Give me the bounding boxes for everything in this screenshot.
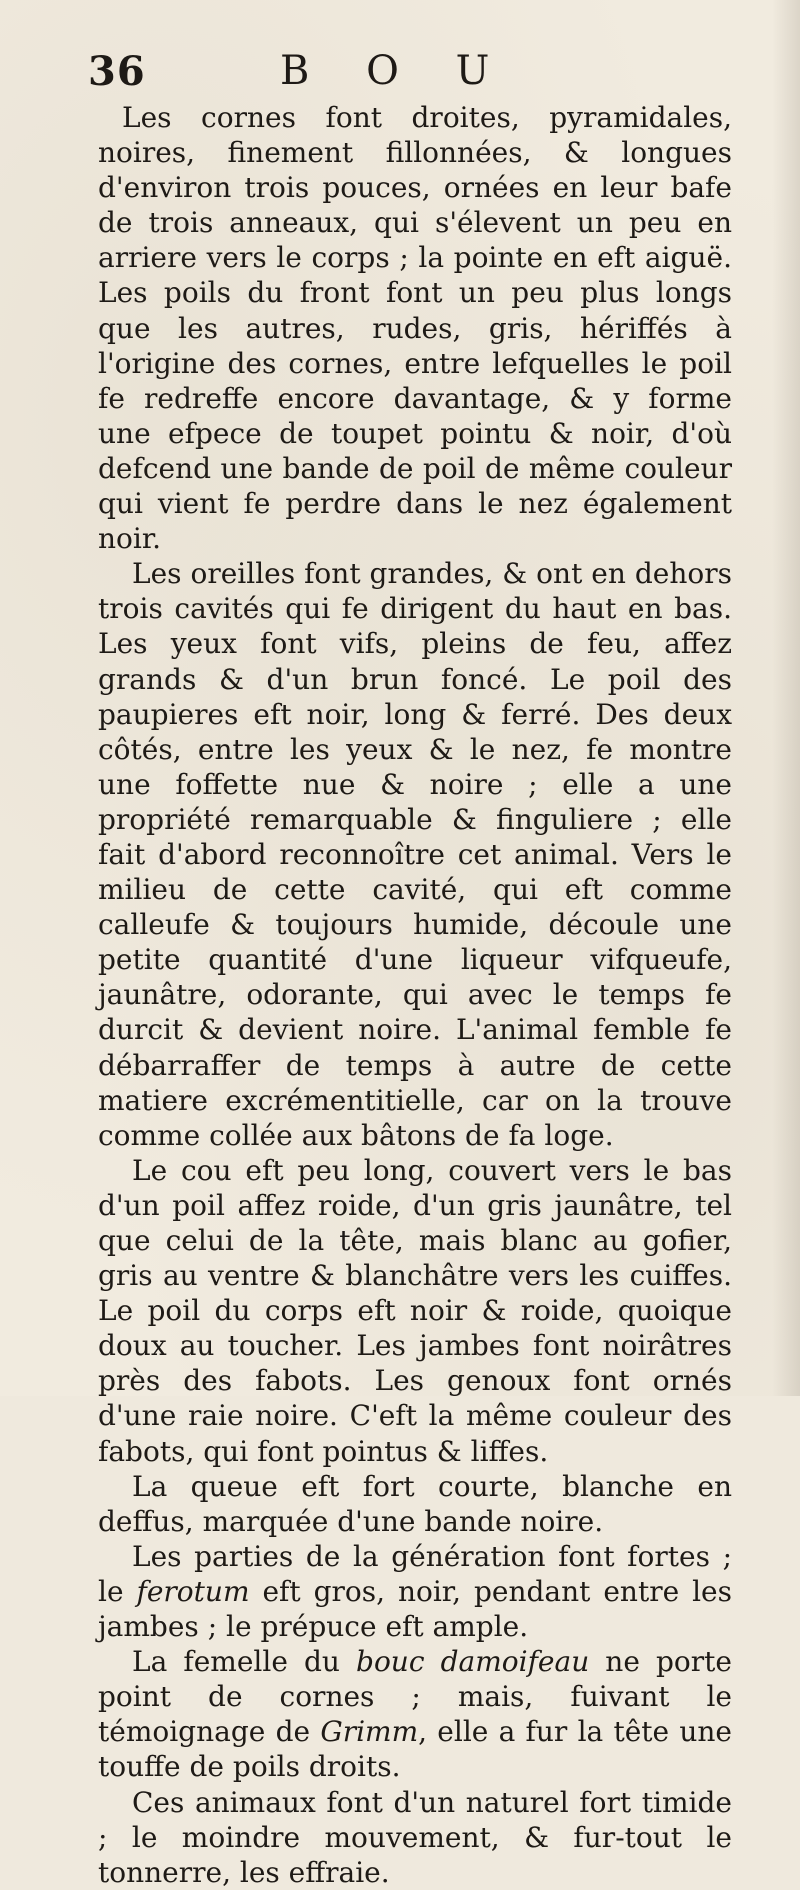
paragraph-tail [98,1469,732,1539]
paragraph-text: La femelle du [132,1645,357,1679]
italic-author: Grimm [320,1715,419,1749]
paragraph-neck-legs [98,1153,732,1469]
paragraph-ears-eyes [98,556,732,1153]
paragraph-text: , elle a fur la tête une touffe de poils droits. [98,1715,732,1784]
paragraph-text: Ces animaux font d'un naturel fort timide ; le moindre mouvement, & fur-tout le tonnerre, les effraie. [98,1785,732,1889]
paragraph-text: Le cou eft peu long, couvert vers le bas d'un poil affez roide, d'un gris jaunâtre, tel que celui de la tête, mais blanc au gofier, gris au ventre & blanchâtre vers les cuiffes. Le poil du corps eft noir & roide, quoique doux au toucher. Les jambes font noirâtres près des fabots. Les genoux font ornés d'une raie noire. C'eft la même couleur des fabots, qui font pointus & liffes. [98,1153,732,1468]
paragraph-horns [98,100,732,556]
paragraph-text: eft gros, noir, pendant entre les jambes ; le prépuce eft ample. [98,1574,732,1644]
paragraph-text: La queue eft fort courte, blanche en deffus, marquée d'une bande noire. [98,1469,732,1538]
italic-term: bouc damoifeau [356,1645,590,1679]
paragraph-generation [98,1539,732,1644]
paragraph-female [98,1644,732,1784]
paragraph-text: Les cornes font droites, pyramidales, noires, finement fillonnées, & longues d'environ trois pouces, ornées en leur bafe de trois anneaux, qui s'élevent un peu en arriere vers le corps ; la pointe en eft aiguë. Les poils du front font un peu plus longs que les autres, rudes, gris, hériffés à l'origine des cornes, entre lefquelles le poil fe redreffe encore davantage, & y forme une efpece de toupet pointu & noir, d'où defcend une bande de poil de même couleur qui vient fe perdre dans le nez également noir. [98,101,732,556]
italic-term: ferotum [136,1574,250,1608]
text-body [98,100,732,1890]
paragraph-temperament [98,1785,732,1890]
paragraph-text: Les oreilles font grandes, & ont en dehors trois cavités qui fe dirigent du haut en bas. Les yeux font vifs, pleins de feu, affez grands & d'un brun foncé. Le poil des paupieres eft noir, long & ferré. Des deux côtés, entre les yeux & le nez, fe montre une foffette nue & noire ; elle a une propriété remarquable & finguliere ; elle fait d'abord reconnoître cet animal. Vers le milieu de cette cavité, qui eft comme calleufe & toujours humide, découle une petite quantité d'une liqueur vifqueufe, jaunâtre, odorante, qui avec le temps fe durcit & devient noire. L'animal femble fe débarraffer de temps à autre de cette matiere excrémentitielle, car on la trouve comme collée aux bâtons de fa loge. [98,557,732,1152]
page-header [88,48,728,100]
paragraph-text: Les parties de la génération font fortes ; le [98,1539,732,1608]
running-head: B O U [280,48,512,94]
page-edge-shadow [772,0,800,1396]
page-number: 36 [88,48,146,95]
paragraph-text: ne porte point de cornes ; mais, fuivant le témoignage de [98,1645,732,1749]
